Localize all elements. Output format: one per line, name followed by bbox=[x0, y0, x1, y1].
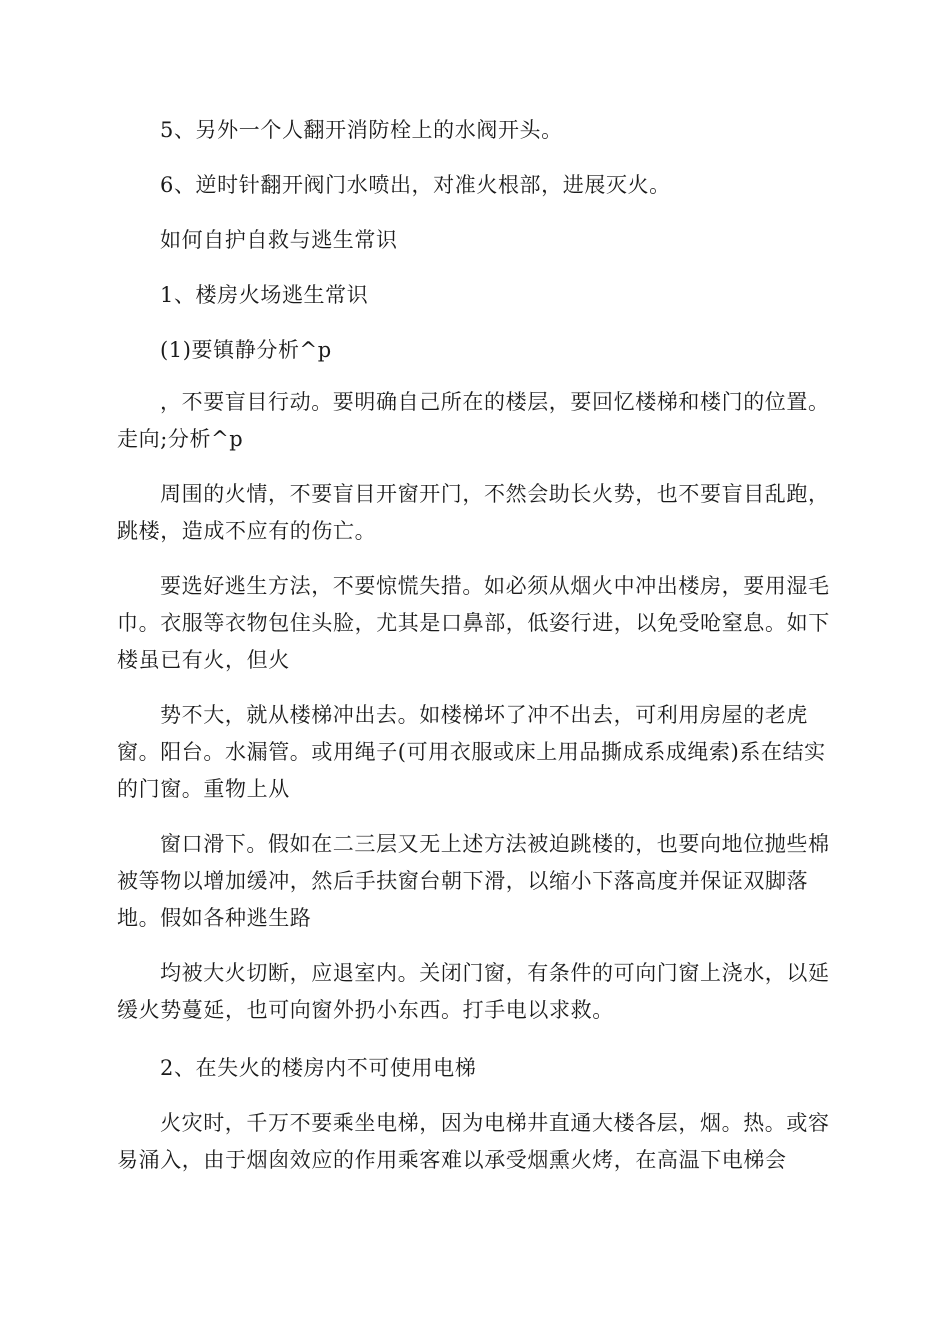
paragraph-surrounding-fire: 周围的火情，不要盲目开窗开门，不然会助长火势，也不要盲目乱跑，跳楼，造成不应有的伤亡。 bbox=[117, 482, 830, 543]
section-heading-self-rescue: 如何自护自救与逃生常识 bbox=[160, 228, 398, 252]
paragraph-elevator-danger: 火灾时，千万不要乘坐电梯，因为电梯井直通大楼各层，烟。热。或容易涌入，由于烟囱效应的作用乘客难以承受烟熏火烤，在高温下电梯会 bbox=[117, 1111, 830, 1172]
paragraph-know-floor: ，不要盲目行动。要明确自己所在的楼层，要回忆楼梯和楼门的位置。走向;分析^p bbox=[117, 390, 830, 451]
paragraph-window-slide: 窗口滑下。假如在二三层又无上述方法被迫跳楼的，也要向地位抛些棉被等物以增加缓冲，然后手扶窗台朝下滑，以缩小下落高度并保证双脚落地。假如各种逃生路 bbox=[117, 832, 830, 930]
subheading-no-elevator: 2、在失火的楼房内不可使用电梯 bbox=[160, 1056, 477, 1080]
subheading-building-escape: 1、楼房火场逃生常识 bbox=[160, 283, 369, 307]
paragraph-escape-method: 要选好逃生方法，不要惊慌失措。如必须从烟火中冲出楼房，要用湿毛巾。衣服等衣物包住头脸，尤其是口鼻部，低姿行进，以免受呛窒息。如下楼虽已有火，但火 bbox=[117, 574, 830, 672]
paragraph-step-5: 5、另外一个人翻开消防栓上的水阀开头。 bbox=[160, 118, 563, 142]
paragraph-stairs-windows: 势不大，就从楼梯冲出去。如楼梯坏了冲不出去，可利用房屋的老虎窗。阳台。水漏管。或用绳子(可用衣服或床上用品撕成系成绳索)系在结实的门窗。重物上从 bbox=[117, 703, 826, 801]
paragraph-step-6: 6、逆时针翻开阀门水喷出，对准火根部，进展灭火。 bbox=[160, 173, 671, 197]
paragraph-retreat-indoors: 均被大火切断，应退室内。关闭门窗，有条件的可向门窗上浇水，以延缓火势蔓延，也可向窗外扔小东西。打手电以求救。 bbox=[117, 961, 830, 1022]
paragraph-stay-calm: (1)要镇静分析^p bbox=[160, 338, 332, 362]
